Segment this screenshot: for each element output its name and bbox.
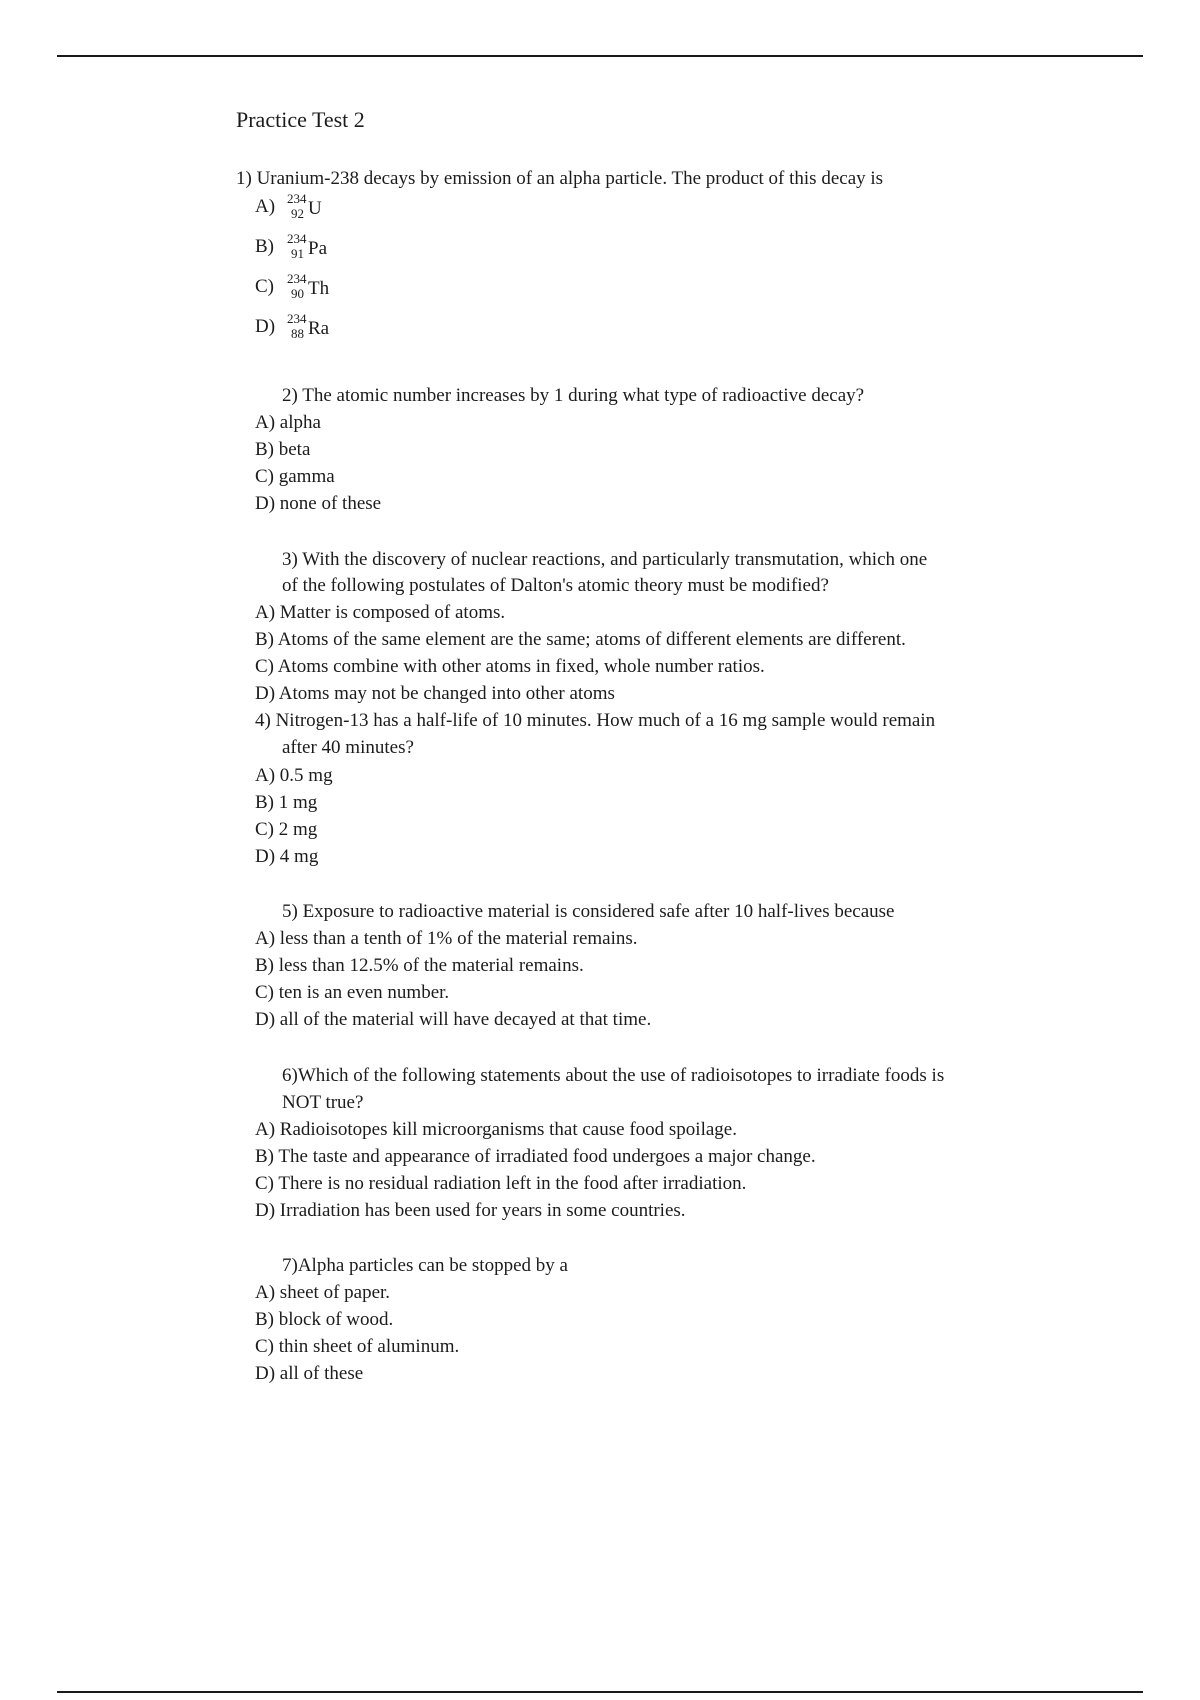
question-4-stem-line-1: 4) Nitrogen-13 has a half-life of 10 minutes. How much of a 16 mg sample would remain	[255, 710, 936, 731]
option-label: C)	[255, 276, 274, 297]
atomic-number: 90	[291, 286, 304, 301]
mass-number: 234	[287, 311, 307, 326]
question-6-stem-line-1: 6)Which of the following statements about the use of radioisotopes to irradiate foods is	[282, 1065, 945, 1086]
question-5-option-b[interactable]: B) less than 12.5% of the material remains.	[255, 955, 584, 976]
question-5-option-c[interactable]: C) ten is an even number.	[255, 982, 450, 1003]
option-label: A)	[255, 196, 276, 217]
question-2-option-b[interactable]: B) beta	[255, 439, 311, 460]
mass-number: 234	[287, 231, 307, 246]
option-label: D)	[255, 316, 276, 337]
footer-rule	[57, 1691, 1143, 1693]
question-6-option-a[interactable]: A) Radioisotopes kill microorganisms that cause food spoilage.	[255, 1119, 737, 1140]
question-6-option-b[interactable]: B) The taste and appearance of irradiated food undergoes a major change.	[255, 1146, 816, 1167]
question-4-option-b[interactable]: B) 1 mg	[255, 792, 318, 813]
question-7-option-a[interactable]: A) sheet of paper.	[255, 1282, 391, 1303]
atomic-number: 91	[291, 246, 304, 261]
element-symbol: Pa	[308, 238, 327, 259]
question-2-option-d[interactable]: D) none of these	[255, 493, 382, 514]
question-5-option-d[interactable]: D) all of the material will have decayed at that time.	[255, 1009, 652, 1030]
question-4-stem-line-2: after 40 minutes?	[282, 737, 414, 758]
question-6-option-c[interactable]: C) There is no residual radiation left in the food after irradiation.	[255, 1173, 747, 1194]
question-5-stem: 5) Exposure to radioactive material is considered safe after 10 half-lives because	[282, 901, 895, 922]
question-3-stem-line-2: of the following postulates of Dalton's atomic theory must be modified?	[282, 575, 829, 596]
element-symbol: Ra	[308, 318, 330, 339]
question-7-option-d[interactable]: D) all of these	[255, 1363, 364, 1384]
question-7-stem: 7)Alpha particles can be stopped by a	[282, 1255, 568, 1276]
question-3-option-c[interactable]: C) Atoms combine with other atoms in fixed, whole number ratios.	[255, 656, 765, 677]
question-6-option-d[interactable]: D) Irradiation has been used for years in some countries.	[255, 1200, 686, 1221]
question-4-option-c[interactable]: C) 2 mg	[255, 819, 318, 840]
atomic-number: 92	[291, 206, 304, 221]
question-3-stem-line-1: 3) With the discovery of nuclear reactions, and particularly transmutation, which one	[282, 549, 928, 570]
question-3-option-b[interactable]: B) Atoms of the same element are the same; atoms of different elements are different.	[255, 629, 906, 650]
question-2-stem: 2) The atomic number increases by 1 during what type of radioactive decay?	[282, 385, 865, 406]
question-7-option-b[interactable]: B) block of wood.	[255, 1309, 394, 1330]
atomic-number: 88	[291, 326, 304, 341]
question-6-stem-line-2: NOT true?	[282, 1092, 364, 1113]
element-symbol: U	[308, 198, 322, 219]
question-2-option-a[interactable]: A) alpha	[255, 412, 321, 433]
question-7-option-c[interactable]: C) thin sheet of aluminum.	[255, 1336, 460, 1357]
question-4-option-d[interactable]: D) 4 mg	[255, 846, 319, 867]
question-4-option-a[interactable]: A) 0.5 mg	[255, 765, 333, 786]
element-symbol: Th	[308, 278, 330, 299]
option-label: B)	[255, 236, 274, 257]
question-5-option-a[interactable]: A) less than a tenth of 1% of the material remains.	[255, 928, 638, 949]
question-3-option-d[interactable]: D) Atoms may not be changed into other atoms	[255, 683, 615, 704]
question-3-option-a[interactable]: A) Matter is composed of atoms.	[255, 602, 506, 623]
question-2-option-c[interactable]: C) gamma	[255, 466, 335, 487]
mass-number: 234	[287, 271, 307, 286]
question-1-stem: 1) Uranium-238 decays by emission of an alpha particle. The product of this decay is	[236, 168, 884, 189]
page-title: Practice Test 2	[236, 107, 365, 132]
mass-number: 234	[287, 191, 307, 206]
